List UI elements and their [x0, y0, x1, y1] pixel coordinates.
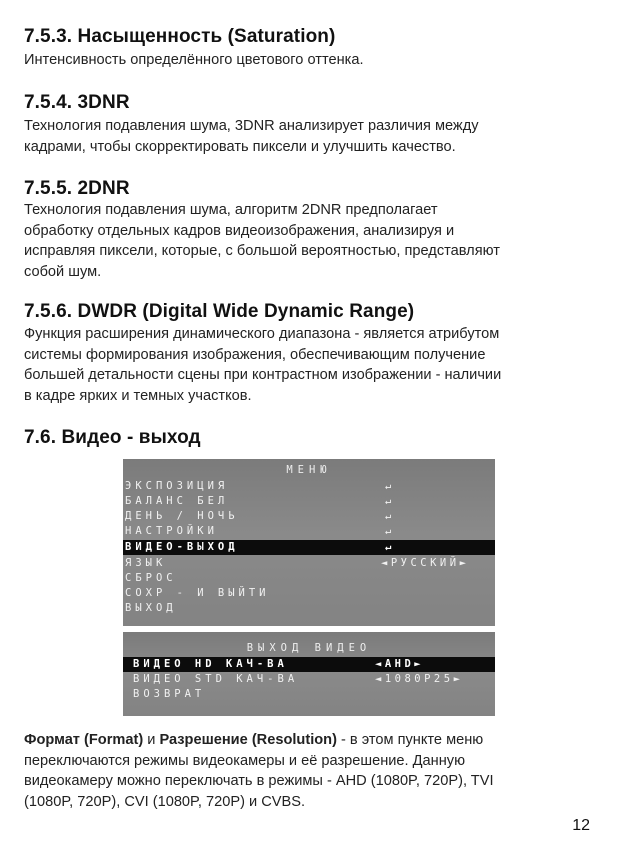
text-line: собой шум. [24, 263, 102, 280]
osd-menu-item-video-out [123, 540, 495, 555]
text-line: Технология подавления шума, 3DNR анализирует различия между [24, 118, 479, 134]
osd-menu-item-exit [123, 601, 495, 616]
enter-icon: ↵ [385, 495, 395, 507]
section-text-saturation [24, 50, 604, 71]
osd-item-value: ◄1080P25► [375, 673, 464, 685]
section-text-dwdr [24, 324, 604, 406]
page-number: 12 [572, 817, 590, 834]
paragraph-text: - в этом пункте меню [336, 732, 484, 748]
osd-item-hd-quality [123, 657, 495, 672]
section-heading-3dnr: 7.5.4. 3DNR [24, 92, 130, 113]
enter-icon: ↵ [385, 541, 395, 553]
osd-item-label: ДЕНЬ / НОЧЬ [125, 510, 239, 522]
text-line: видеокамеру можно переключать в режимы - AHD (1080P, 720P), TVI [24, 773, 494, 789]
osd-menu-item-language [123, 556, 495, 571]
text-line: системы формирования изображения, обеспечивающим получение [24, 346, 486, 363]
osd-menu-item-white-balance [123, 494, 495, 509]
osd-menu-item-settings [123, 524, 495, 539]
osd-submenu-title: ВЫХОД ВИДЕО [246, 642, 372, 654]
text-line [24, 730, 604, 751]
osd-menu-item-day-night [123, 509, 495, 524]
osd-item-label: ЯЗЫК [125, 557, 167, 569]
text-line: в кадре ярких и темных участков. [24, 387, 252, 404]
text-line: большей детальности сцены при контрастном изображении - наличии [24, 367, 502, 383]
section-heading-dwdr: 7.5.6. DWDR (Digital Wide Dynamic Range) [24, 301, 415, 322]
text-line: кадрами, чтобы скорректировать пиксели и улучшить качество. [24, 138, 456, 155]
section-text-3dnr [24, 116, 604, 157]
section-heading-2dnr: 7.5.5. 2DNR [24, 178, 130, 199]
osd-video-out-menu [123, 632, 495, 716]
text-line: Функция расширения динамического диапазона - является атрибутом [24, 326, 500, 342]
osd-item-value: ◄AHD► [375, 658, 425, 670]
osd-item-value: ◄РУССКИЙ► [381, 557, 470, 569]
connector-text: и [143, 732, 160, 748]
text-line: Интенсивность определённого цветового оттенка. [24, 52, 364, 68]
text-line: (1080P, 720P), CVI (1080P, 720P) и CVBS. [24, 793, 306, 810]
section-heading-saturation: 7.5.3. Насыщенность (Saturation) [24, 26, 336, 47]
osd-item-label: БАЛАНС БЕЛ [125, 495, 229, 507]
osd-item-return [123, 687, 495, 702]
format-resolution-paragraph [24, 730, 604, 812]
osd-menu-item-reset [123, 571, 495, 586]
osd-item-label: ВЫХОД [125, 602, 177, 614]
osd-item-label: СБРОС [125, 572, 177, 584]
osd-menu-item-save-exit [123, 586, 495, 601]
osd-menu-item-exposure [123, 479, 495, 494]
osd-item-label: ЭКСПОЗИЦИЯ [125, 480, 229, 492]
section-text-2dnr [24, 200, 604, 282]
enter-icon: ↵ [385, 525, 395, 537]
osd-item-label: ВИДЕО-ВЫХОД [125, 541, 239, 553]
osd-item-label: ВИДЕО STD КАЧ-ВА [133, 673, 299, 685]
section-heading-video-out: 7.6. Видео - выход [24, 427, 201, 448]
osd-item-label: ВИДЕО HD КАЧ-ВА [133, 658, 288, 670]
osd-main-menu [123, 459, 495, 626]
osd-item-std-quality [123, 672, 495, 687]
resolution-term: Разрешение (Resolution) [159, 732, 337, 748]
text-line: переключаются режимы видеокамеры и её разрешение. Данную [24, 752, 466, 769]
enter-icon: ↵ [385, 510, 395, 522]
enter-icon: ↵ [385, 480, 395, 492]
osd-item-label: СОХР - И ВЫЙТИ [125, 587, 270, 599]
text-line: обработку отдельных кадров видеоизображения, анализируя и [24, 222, 455, 239]
format-term: Формат (Format) [24, 732, 144, 748]
osd-item-label: ВОЗВРАТ [133, 688, 206, 700]
text-line: Технология подавления шума, алгоритм 2DNR предполагает [24, 202, 438, 218]
osd-menu-title: МЕНЮ [286, 464, 332, 476]
osd-item-label: НАСТРОЙКИ [125, 525, 218, 537]
text-line: исправляя пиксели, которые, с большой вероятностью, представляют [24, 243, 500, 259]
